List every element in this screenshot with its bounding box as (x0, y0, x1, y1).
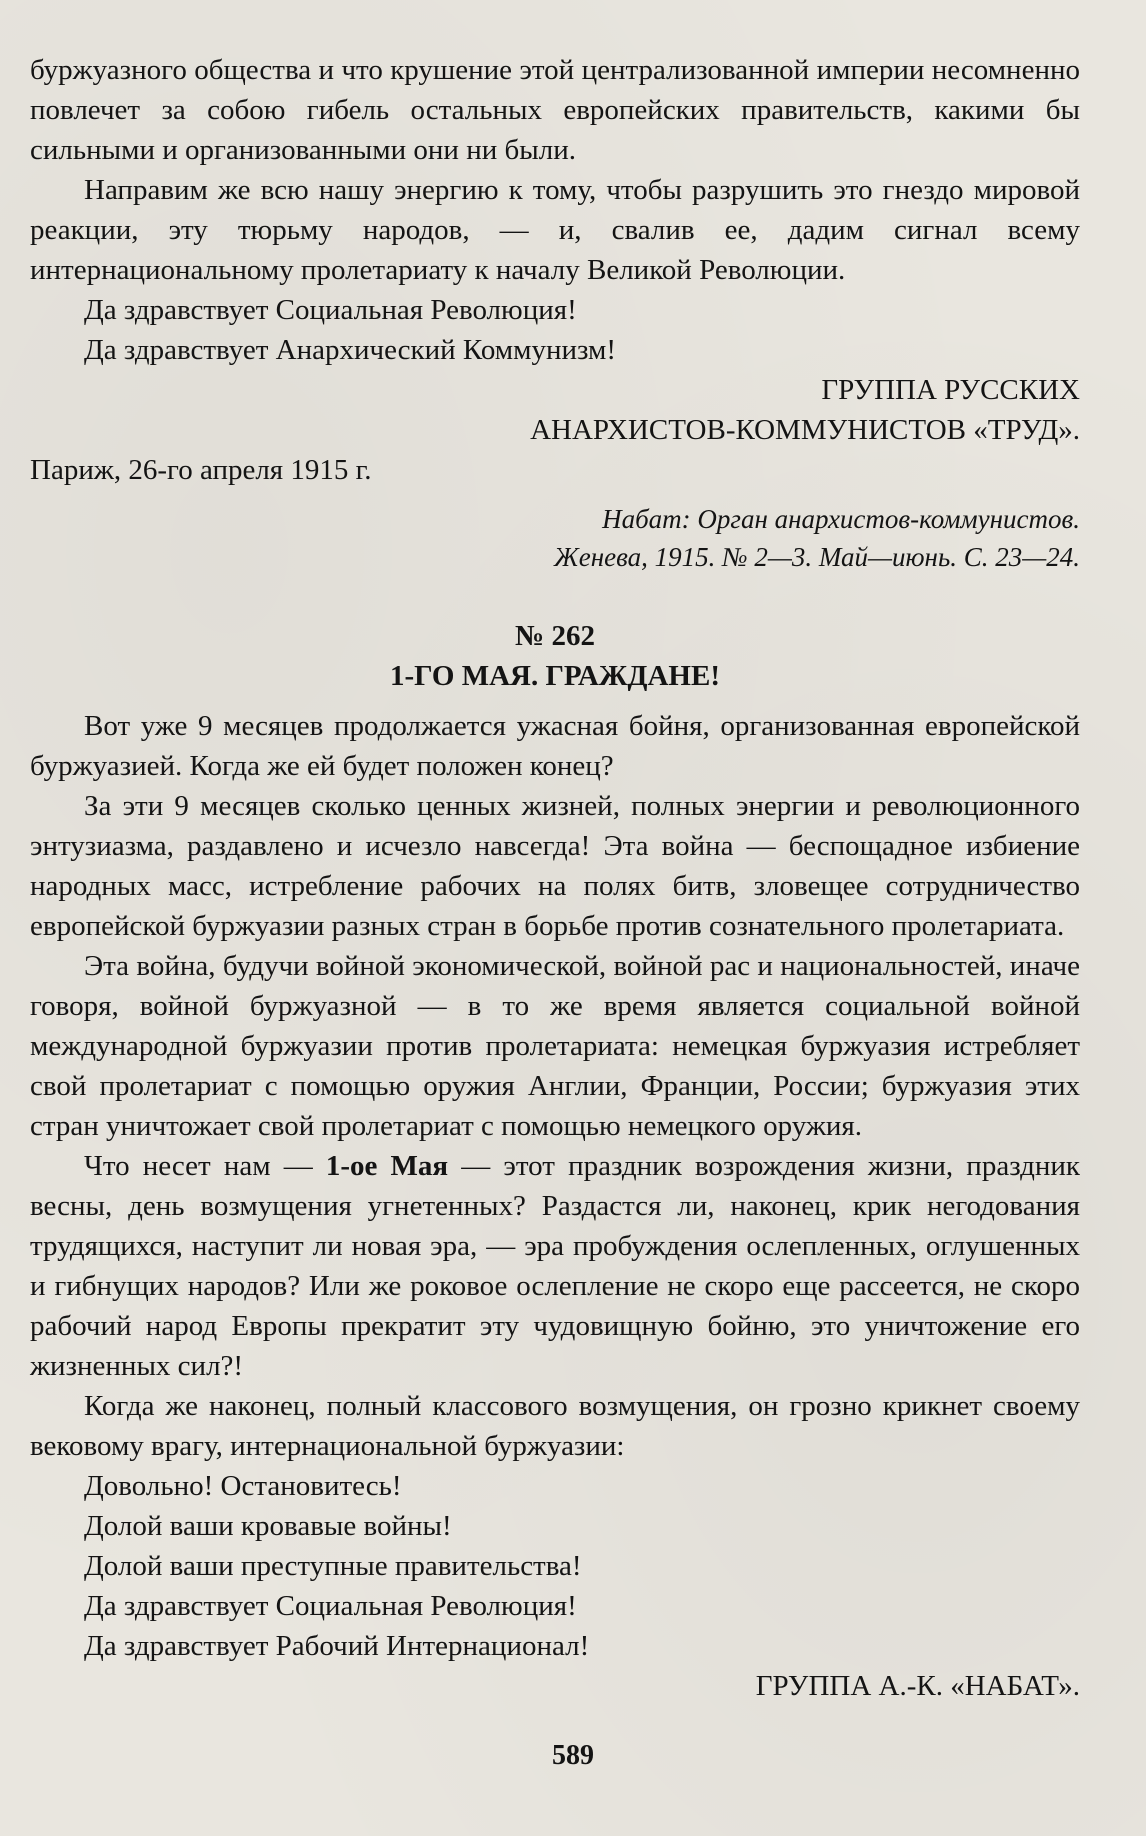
slogan-line: Да здравствует Социальная Революция! (84, 294, 577, 326)
paragraph: буржуазного общества и что крушение этой централизованной империи несомненно повлечет за собою гибель остальных европейских правительств, какими бы сильными и организованными они ни были. (30, 54, 1080, 166)
signature-line: ГРУППА А.-К. «НАБАТ». (755, 1670, 1080, 1702)
signature-line: АНАРХИСТОВ-КОММУНИСТОВ «ТРУД». (530, 414, 1080, 446)
slogan-line: Долой ваши кровавые войны! (84, 1510, 452, 1542)
place-date: Париж, 26-го апреля 1915 г. (30, 454, 372, 486)
text-run: Что несет нам — (84, 1150, 326, 1182)
page-number: 589 (552, 1740, 594, 1771)
text-run: — этот праздник возрождения жизни, праздник весны, день возмущения угнетенных? Раздастся ли, наконец, крик негодования трудящихся, наступит ли новая эра, — эра пробуждения ослепленных, оглушенных и гибнущих народов? Или же роковое ослепление не скоро еще рассеется, не скоро рабочий народ Европы прекратит эту чудовищную бойню, это уничтожение его жизненных сил?! (30, 1150, 1081, 1382)
bold-text: 1-ое Мая (325, 1150, 449, 1182)
slogan-line: Да здравствует Социальная Революция! (84, 1590, 577, 1622)
document-number: № 262 (515, 620, 595, 652)
paragraph (30, 1146, 1080, 1386)
paragraph: Когда же наконец, полный классового возмущения, он грозно крикнет своему вековому врагу, интернациональной буржуазии: (30, 1390, 1080, 1462)
source-line: Женева, 1915. № 2—3. Май—июнь. С. 23—24. (554, 542, 1080, 572)
document-page (30, 50, 1080, 1706)
paragraph: Вот уже 9 месяцев продолжается ужасная бойня, организованная европейской буржуазией. Когда же ей будет положен конец? (30, 710, 1080, 782)
slogan-line: Довольно! Остановитесь! (84, 1470, 402, 1502)
slogan-line: Да здравствует Рабочий Интернационал! (84, 1630, 590, 1662)
source-citation (30, 500, 1080, 576)
paragraph: За эти 9 месяцев сколько ценных жизней, полных энергии и революционного энтузиазма, раздавлено и исчезло навсегда! Эта война — беспощадное избиение народных масс, истребление рабочих на полях битв, зловещее сотрудничество европейской буржуазии разных стран в борьбе против сознательного пролетариата. (30, 790, 1080, 942)
source-line: Набат: Орган анархистов-коммунистов. (602, 504, 1080, 534)
paragraph: Эта война, будучи войной экономической, войной рас и национальностей, иначе говоря, войной буржуазной — в то же время является социальной войной международной буржуазии против пролетариата: немецкая буржуазия истребляет свой пролетариат с помощью оружия Англии, Франции, России; буржуазия этих стран уничтожает свой пролетариат с помощью немецкого оружия. (30, 950, 1080, 1142)
paragraph: Направим же всю нашу энергию к тому, чтобы разрушить это гнездо мировой реакции, эту тюрьму народов, — и, свалив ее, дадим сигнал всему интернациональному пролетариату к началу Великой Революции. (30, 174, 1080, 286)
signature-line: ГРУППА РУССКИХ (821, 374, 1080, 406)
document-title: 1-ГО МАЯ. ГРАЖДАНЕ! (390, 660, 720, 692)
slogan-line: Да здравствует Анархический Коммунизм! (84, 334, 617, 366)
slogan-line: Долой ваши преступные правительства! (84, 1550, 582, 1582)
